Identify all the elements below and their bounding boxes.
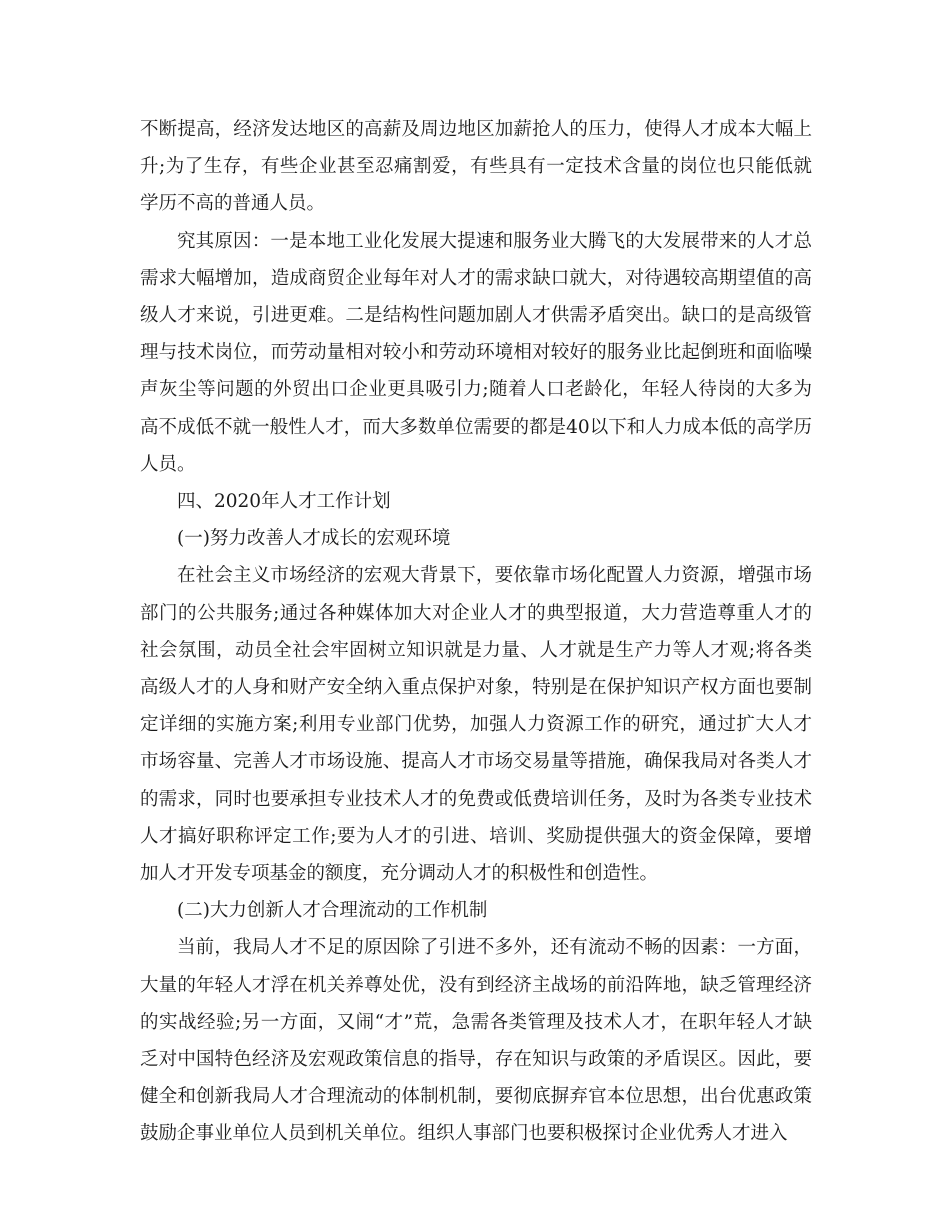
paragraph-continuation: 不断提高，经济发达地区的高薪及周边地区加薪抢人的压力，使得人才成本大幅上升;为了生存，有些企业甚至忍痛割爱，有些具有一定技术含量的岗位也只能低就学历不高的普通人员。 xyxy=(140,119,812,215)
document-body xyxy=(140,111,812,1153)
paragraph-mobility: 当前，我局人才不足的原因除了引进不多外，还有流动不畅的因素：一方面，大量的年轻人才浮在机关养尊处优，没有到经济主战场的前沿阵地，缺乏管理经济的实战经验;另一方面，又闹“才”荒，急需各类管理及技术人才，在职年轻人才缺乏对中国特色经济及宏观政策信息的指导，存在知识与政策的矛盾误区。因此，要健全和创新我局人才合理流动的体制机制，要彻底摒弃官本位思想，出台优惠政策鼓励企事业单位人员到机关单位。组织人事部门也要积极探讨企业优秀人才进入 xyxy=(140,937,812,1145)
subsection-heading-2: (二)大力创新人才合理流动的工作机制 xyxy=(177,900,488,922)
paragraph-environment: 在社会主义市场经济的宏观大背景下，要依靠市场化配置人力资源，增强市场部门的公共服务;通过各种媒体加大对企业人才的典型报道，大力营造尊重人才的社会氛围，动员全社会牢固树立知识就是力量、人才就是生产力等人才观;将各类高级人才的人身和财产安全纳入重点保护对象，特别是在保护知识产权方面也要制定详细的实施方案;利用专业部门优势，加强人力资源工作的研究，通过扩大人才市场容量、完善人才市场设施、提高人才市场交易量等措施，确保我局对各类人才的需求，同时也要承担专业技术人才的免费或低费培训任务，及时为各类专业技术人才搞好职称评定工作;要为人才的引进、培训、奖励提供强大的资金保障，要增加人才开发专项基金的额度，充分调动人才的积极性和创造性。 xyxy=(140,565,812,885)
section-heading-2020-plan: 四、2020年人才工作计划 xyxy=(177,491,391,513)
paragraph-causes: 究其原因：一是本地工业化发展大提速和服务业大腾飞的大发展带来的人才总需求大幅增加，造成商贸企业每年对人才的需求缺口就大，对待遇较高期望值的高级人才来说，引进更难。二是结构性问题加剧人才供需矛盾突出。缺口的是高级管理与技术岗位，而劳动量相对较小和劳动环境相对较好的服务业比起倒班和面临噪声灰尘等问题的外贸出口企业更具吸引力;随着人口老龄化，年轻人待岗的大多为高不成低不就一般性人才，而大多数单位需要的都是40以下和人力成本低的高学历人员。 xyxy=(140,230,812,475)
subsection-heading-1: (一)努力改善人才成长的宏观环境 xyxy=(177,528,451,550)
